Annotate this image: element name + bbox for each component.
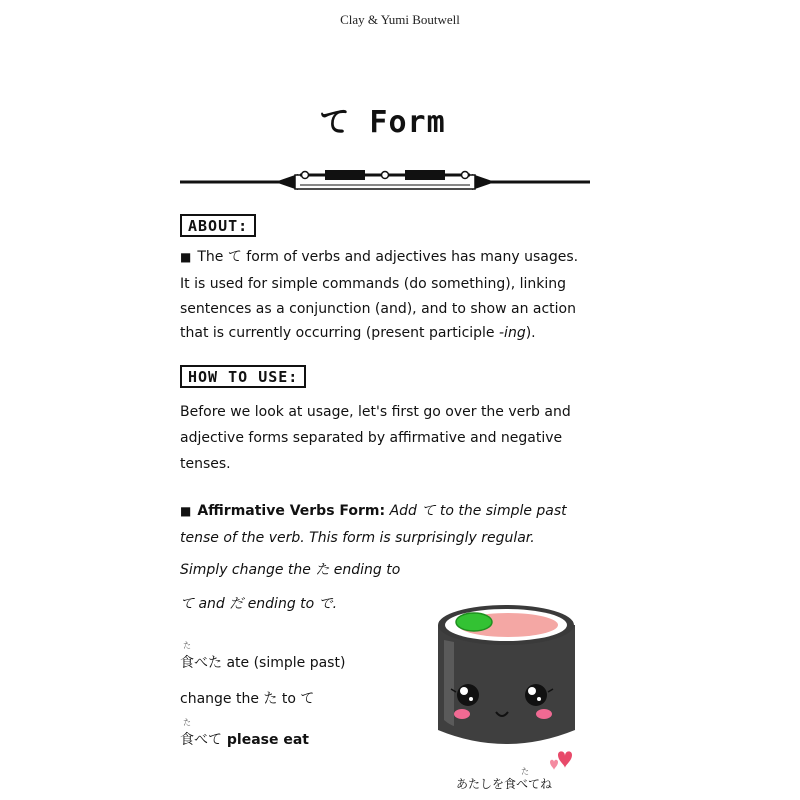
furigana-2: た: [183, 718, 191, 727]
bullet-square: ■: [180, 504, 192, 518]
affirmative-line-1: [180, 500, 567, 520]
how-line-1: Before we look at usage, let's first go over the verb and: [180, 404, 571, 420]
example-word-1: 食べた: [180, 655, 222, 671]
caption-furigana: た: [521, 767, 529, 776]
example-1: [180, 652, 345, 672]
author-header: Clay & Yumi Boutwell: [340, 12, 460, 27]
sushi-illustration: [430, 600, 590, 790]
about-line-1: [180, 246, 578, 266]
affirmative-line-3: Simply change the た ending to: [180, 562, 401, 578]
affirmative-text-1: Add て to the simple past: [385, 503, 567, 519]
about-text-4a: that is currently occurring (present participle: [180, 325, 499, 341]
example-change: change the た to て: [180, 691, 315, 707]
how-line-3: tenses.: [180, 456, 231, 472]
example-word-2: 食べて: [180, 732, 222, 748]
how-line-2: adjective forms separated by affirmative and negative: [180, 430, 563, 446]
illustration-caption: あたしを食べてね: [456, 777, 553, 791]
affirmative-line-2: tense of the verb. This form is surprisingly regular.: [180, 530, 535, 546]
about-text-4b: ).: [525, 325, 536, 341]
about-line-2: It is used for simple commands (do something), linking: [180, 276, 567, 292]
about-text-4-em: -ing: [499, 325, 526, 341]
about-line-4: [180, 325, 536, 341]
ornamental-divider: [180, 163, 590, 193]
affirmative-label: Affirmative Verbs Form:: [197, 503, 386, 519]
bullet-square: ■: [180, 250, 192, 264]
how-to-use-heading: HOW TO USE:: [180, 365, 306, 388]
example-gloss-2: please eat: [222, 732, 309, 748]
about-text-1: The て form of verbs and adjectives has many usages.: [197, 249, 579, 265]
about-heading: ABOUT:: [180, 214, 256, 237]
example-gloss-1: ate (simple past): [222, 655, 346, 671]
page-title: て Form: [319, 105, 446, 140]
furigana-1: た: [183, 641, 191, 650]
affirmative-line-4: て and だ ending to で.: [180, 596, 338, 612]
about-line-3: sentences as a conjunction (and), and to show an action: [180, 301, 576, 317]
example-2: [180, 729, 309, 749]
